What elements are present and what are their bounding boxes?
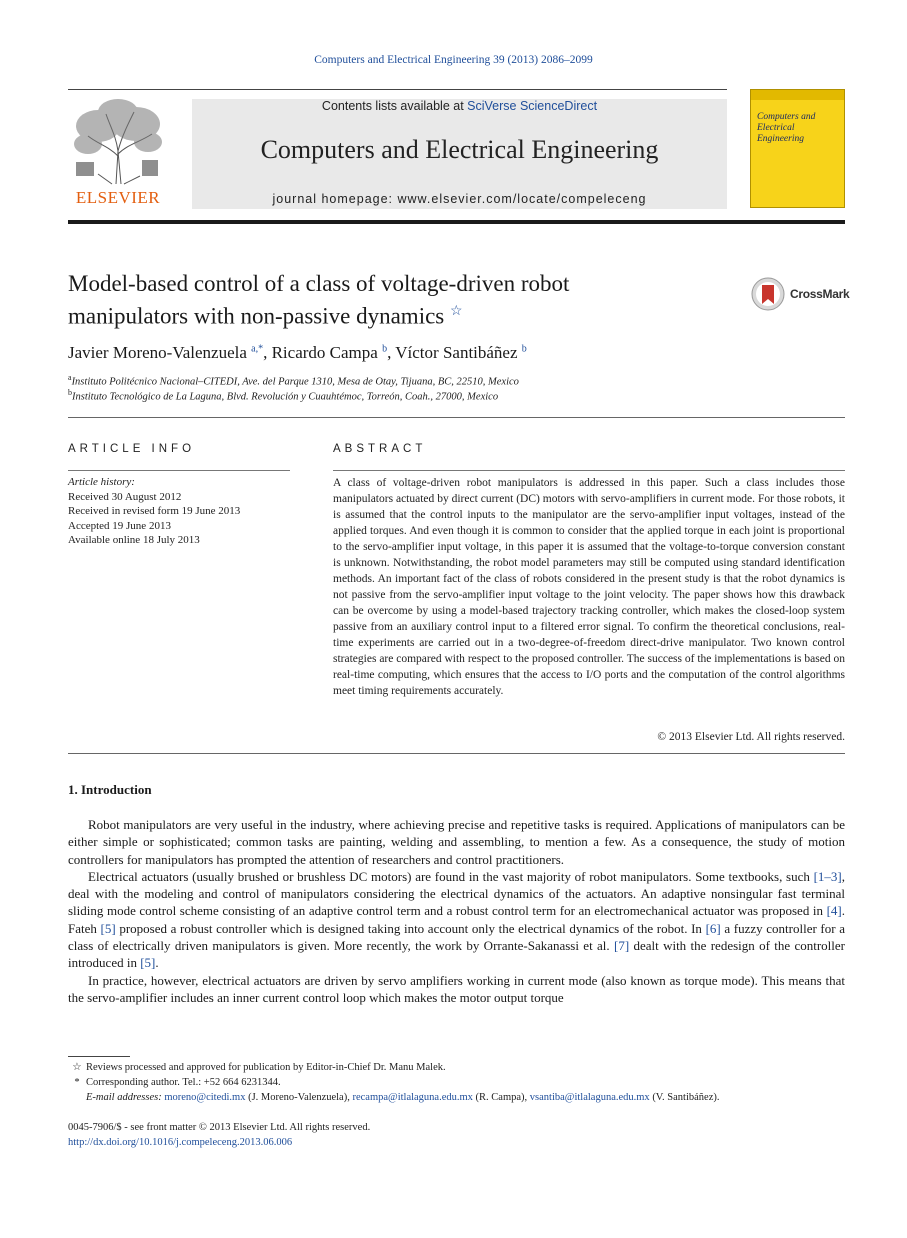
- affiliation-b: [68, 388, 498, 403]
- elsevier-tree-icon: [68, 96, 168, 186]
- introduction-body: [68, 815, 845, 1006]
- paragraph-text: . Fateh: [68, 903, 845, 936]
- citation-link[interactable]: [5]: [100, 920, 116, 936]
- footnote-emails: [68, 1090, 845, 1105]
- journal-name: Computers and Electrical Engineering: [260, 135, 659, 164]
- paragraph-text: , deal with the modeling and control of manipulators considering the electrical dynamics of the actuators. An adaptive nonsingular fast terminal sliding mode control scheme consisting of an adaptive control term and a robust control term for an electromechanical actuator was proposed in: [68, 868, 845, 919]
- intro-paragraph-3: In practice, however, electrical actuators are driven by servo amplifiers working in current mode (also known as torque mode). This means that the servo-amplifier includes an inner current control loop which makes the motor output torque: [68, 972, 845, 1005]
- footnote-asterisk-mark: *: [74, 1077, 80, 1088]
- author-affiliation-mark[interactable]: b: [521, 343, 527, 355]
- footnote-star-mark: ☆: [72, 1062, 82, 1073]
- paragraph-text: .: [155, 955, 159, 971]
- title-line-2: manipulators with non-passive dynamics: [68, 303, 445, 329]
- doi-link[interactable]: http://dx.doi.org/10.1016/j.compeleceng.2013.06.006: [68, 1137, 293, 1148]
- introduction-heading: 1. Introduction: [68, 782, 152, 797]
- email-owner: (J. Moreno-Valenzuela),: [245, 1092, 353, 1103]
- author-name: Ricardo Campa: [271, 343, 378, 362]
- affiliation-mark: a: [68, 373, 72, 382]
- crossmark-badge[interactable]: [751, 277, 850, 311]
- email-link[interactable]: recampa@itlalaguna.edu.mx: [352, 1092, 473, 1103]
- author-affiliation-mark[interactable]: b: [382, 343, 388, 355]
- journal-cover-thumbnail[interactable]: [750, 89, 845, 208]
- footnote-text: Corresponding author. Tel.: +52 664 6231344.: [86, 1077, 281, 1088]
- elsevier-wordmark: ELSEVIER: [75, 188, 161, 207]
- intro-paragraph-1: Robot manipulators are very useful in the industry, where achieving precise and repetitive tasks is required. Applications of manipulators can be either simple or sophisticated; common tasks are painting, welding and assembling, to mention a few. As a consequence, the study of motion controllers for manipulators has prompted the attention of researchers and control practitioners.: [68, 817, 845, 867]
- citation-link[interactable]: [7]: [613, 938, 630, 954]
- footnote-text: Reviews processed and approved for publication by Editor-in-Chief Dr. Manu Malek.: [86, 1062, 446, 1073]
- email-owner: (V. Santibáñez).: [649, 1092, 720, 1103]
- email-link[interactable]: moreno@citedi.mx: [164, 1092, 246, 1103]
- email-owner: (R. Campa),: [472, 1092, 530, 1103]
- paragraph-text: a fuzzy controller for a class of electrically driven manipulators is given. More recently, the work by Orrante-Sakanassi et al.: [68, 920, 845, 954]
- abstract-heading: ABSTRACT: [333, 443, 427, 455]
- title-line-1: Model-based control of a class of voltage-driven robot: [68, 271, 570, 296]
- affiliation-a: [68, 373, 519, 388]
- citation-link[interactable]: [4]: [826, 903, 842, 919]
- author-name: Javier Moreno-Valenzuela: [68, 343, 247, 362]
- abstract-text: A class of voltage-driven robot manipulators is addressed in this paper. Such a class includes those manipulators actuated by direct current (DC) motors with servo-amplifiers in current mode. For those robots, it is assumed that the control inputs to the manipulator are the servo-amplifier input voltages, instead of the applied torques. And even though it is common to consider that the applied torque in each joint is proportional to the servo-amplifier input voltage, in this paper it is assumed that the voltage-to-torque conversion constant is unknown. Notwithstanding, the robot model parameters may still be computed using standard identification methods. An important fact of the class of robots considered in the present study is that the robot dynamics is not passive from the servo-amplifier input voltage to the joint velocity. The paper shows how this drawback can be overcome by using a model-based trajectory tracking controller, which makes the closed-loop system passive from an auxiliary control input to a filtered error signal. To confirm the theoretical conclusions, real-time experiments are carried out in a two-degree-of-freedom direct-drive manipulator. Two known control strategies are compared with respect to the proposed controller. The success of the implementations is based on real-time computing, which ensures that the access to I/O ports and the computation of the control algorithms meet timing requirements accurately.: [333, 477, 845, 697]
- abstract-copyright: © 2013 Elsevier Ltd. All rights reserved.: [657, 731, 845, 743]
- history-revised: Received in revised form 19 June 2013: [68, 505, 241, 517]
- email-link[interactable]: vsantiba@itlalaguna.edu.mx: [529, 1092, 650, 1103]
- header-rule: [68, 89, 727, 90]
- footnote-editor: [68, 1060, 845, 1075]
- paragraph-text: dealt with the redesign of the controller introduced in: [68, 938, 845, 971]
- title-footnote-star[interactable]: ☆: [450, 304, 463, 319]
- section-divider: [68, 417, 845, 418]
- history-received: Received 30 August 2012: [68, 490, 182, 503]
- crossmark-label: CrossMark: [790, 287, 850, 301]
- journal-reference[interactable]: Computers and Electrical Engineering 39 (2013) 2086–2099: [314, 54, 593, 66]
- footnote-corresponding: [68, 1075, 845, 1090]
- history-label: Article history:: [68, 476, 135, 488]
- email-label: E-mail addresses:: [86, 1092, 162, 1103]
- paragraph-text: Electrical actuators (usually brushed or brushless DC motors) are found in the vast majority of robot manipulators. Some textbooks, such: [88, 868, 814, 884]
- journal-homepage[interactable]: journal homepage: www.elsevier.com/locate/compeleceng: [272, 192, 647, 206]
- contents-available-line: Contents lists available at SciVerse ScienceDirect: [321, 99, 598, 113]
- author-list: Javier Moreno-Valenzuela $^{a,*}$, Ricardo Campa $^b$, Víctor Santibáñez $^b$: [68, 343, 527, 362]
- affiliation-mark: b: [68, 388, 72, 397]
- article-info-heading: ARTICLE INFO: [68, 443, 196, 455]
- intro-paragraph-2: [68, 868, 845, 972]
- article-info-rule: [68, 470, 290, 471]
- article-history: [68, 475, 290, 548]
- citation-link[interactable]: [1–3]: [813, 868, 842, 884]
- journal-masthead: [192, 99, 727, 209]
- paragraph-text: proposed a robust controller which is designed taking into account only the electrical dynamics of the robot. In: [115, 920, 706, 936]
- author-affiliation-mark[interactable]: a,*: [251, 343, 264, 355]
- footnote-rule: [68, 1056, 130, 1057]
- abstract-rule: [333, 470, 845, 471]
- citation-link[interactable]: [5]: [140, 955, 156, 971]
- article-title: [68, 270, 708, 331]
- affiliation-text: Instituto Tecnológico de La Laguna, Blvd. Revolución y Cuauhtémoc, Torreón, Coah., 27000, Mexico: [72, 391, 499, 403]
- abstract-end-rule: [68, 753, 845, 754]
- crossmark-icon: [751, 277, 785, 311]
- cover-top-band: [751, 90, 844, 100]
- citation-link[interactable]: [6]: [705, 920, 721, 936]
- issn-line: 0045-7906/$ - see front matter © 2013 Elsevier Ltd. All rights reserved.: [68, 1122, 371, 1133]
- cover-title: Computers and Electrical Engineering: [757, 112, 816, 144]
- affiliation-text: Instituto Politécnico Nacional–CITEDI, Ave. del Parque 1310, Mesa de Otay, Tijuana, BC, 22510, Mexico: [71, 376, 519, 388]
- sciencedirect-link[interactable]: SciVerse ScienceDirect: [467, 99, 598, 113]
- elsevier-logo[interactable]: [68, 96, 168, 208]
- history-online: Available online 18 July 2013: [68, 534, 200, 546]
- author-name: Víctor Santibáñez: [395, 343, 518, 362]
- header-thick-rule: [68, 220, 845, 224]
- history-accepted: Accepted 19 June 2013: [68, 519, 171, 532]
